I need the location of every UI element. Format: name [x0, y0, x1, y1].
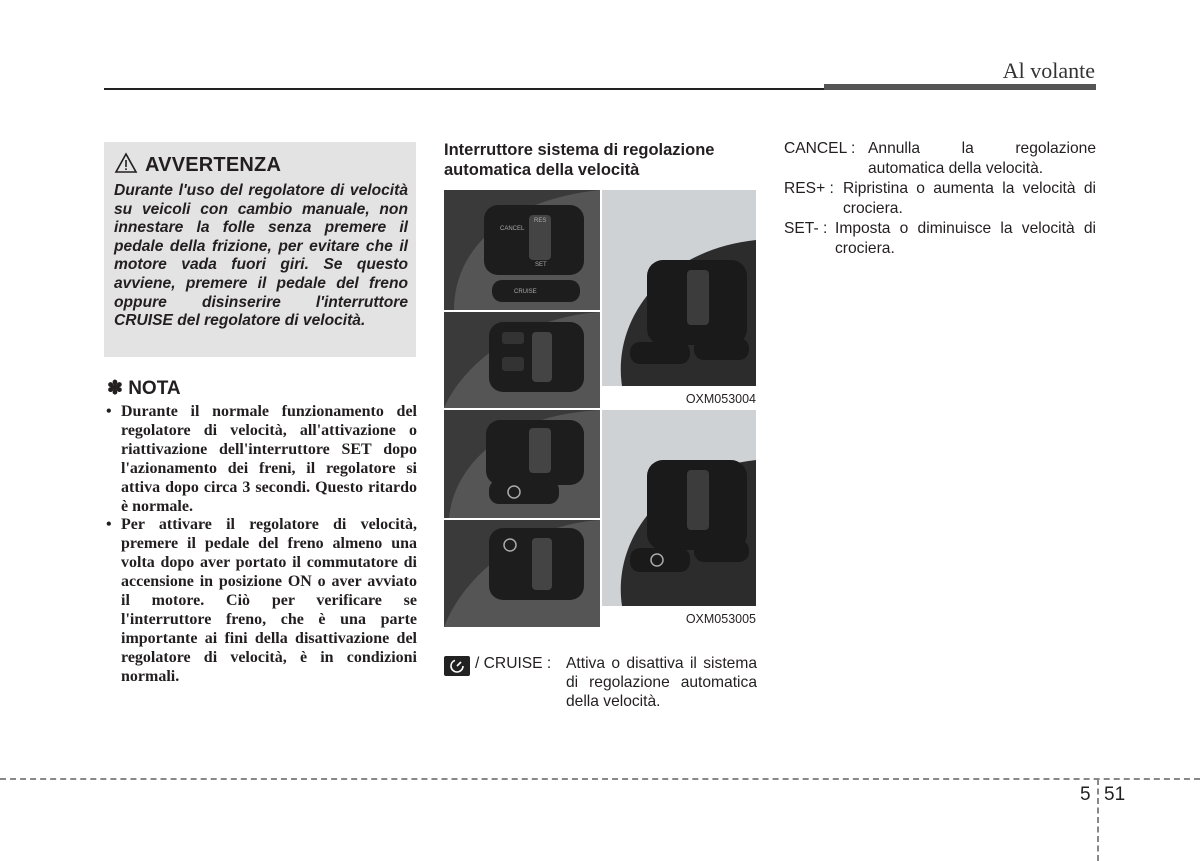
section-title: Interruttore sistema di regolazione automatica della velocità	[444, 141, 715, 179]
note-title: ✽ NOTA	[107, 378, 181, 399]
definition-term: SET- :	[784, 220, 828, 237]
definition-desc: Ripristina o aumenta la velocità di crociera.	[843, 180, 1096, 217]
cruise-control-icon	[444, 656, 470, 676]
footer-vertical-divider	[1097, 779, 1099, 861]
definition-term: CANCEL :	[784, 140, 856, 157]
cruise-label: CRUISE	[514, 289, 537, 295]
note-list	[104, 403, 417, 687]
set-label: SET	[535, 262, 547, 268]
warning-title: AVVERTENZA	[145, 154, 282, 176]
res-label: RES	[534, 218, 547, 224]
figure-code: OXM053004	[602, 392, 756, 406]
figure-code: OXM053005	[602, 612, 756, 626]
warning-header	[114, 152, 408, 179]
definition-cancel	[784, 139, 1096, 178]
warning-triangle-icon	[114, 152, 138, 179]
definition-res	[784, 179, 1096, 218]
steering-switch-photo	[602, 410, 756, 606]
cruise-term: / CRUISE :	[475, 655, 552, 672]
steering-switch-photo	[444, 312, 600, 408]
section-header-title: Al volante	[1002, 58, 1095, 83]
cancel-label: CANCEL	[500, 226, 525, 232]
warning-box	[104, 142, 416, 357]
steering-switch-photo	[444, 190, 600, 310]
chapter-number: 5	[1080, 784, 1091, 805]
definitions-list	[784, 139, 1096, 259]
steering-switch-photo	[444, 520, 600, 627]
header-bar	[824, 84, 1096, 90]
definition-desc: Imposta o diminuisce la velocità di crociera.	[835, 220, 1096, 257]
steering-switch-photo	[444, 410, 600, 518]
steering-switch-photo	[602, 190, 756, 386]
definition-term: RES+ :	[784, 180, 834, 197]
footer-divider	[0, 778, 1200, 780]
note-item: • Durante il normale funzionamento del regolatore di velocità, all'attivazione o riattivazione dell'interruttore SET dopo l'azionamento dei freni, il regolatore si attiva dopo circa 3 secondi. Questo ritardo è normale.	[104, 403, 417, 516]
page-number: 51	[1104, 784, 1126, 805]
definition-desc: Annulla la regolazione automatica della velocità.	[868, 140, 1096, 177]
note-item: • Per attivare il regolatore di velocità, premere il pedale del freno almeno una volta dopo aver portato il commutatore di accensione in posizione ON o aver avviato il motore. Ciò per verificare se l'interruttore freno, che è una parte importante ai fini della disattivazione del regolatore di velocità, è in condizioni normali.	[104, 516, 417, 686]
definition-set	[784, 219, 1096, 258]
cruise-description: Attiva o disattiva il sistema di regolazione automatica della velocità.	[566, 655, 757, 710]
warning-text: Durante l'uso del regolatore di velocità su veicoli con cambio manuale, non innestare la folle senza premere il pedale della frizione, per evitare che il motore vada fuori giri. Se questo avviene, premere il pedale del freno oppure disinserire l'interruttore CRUISE del regolatore di velocità.	[114, 182, 408, 330]
